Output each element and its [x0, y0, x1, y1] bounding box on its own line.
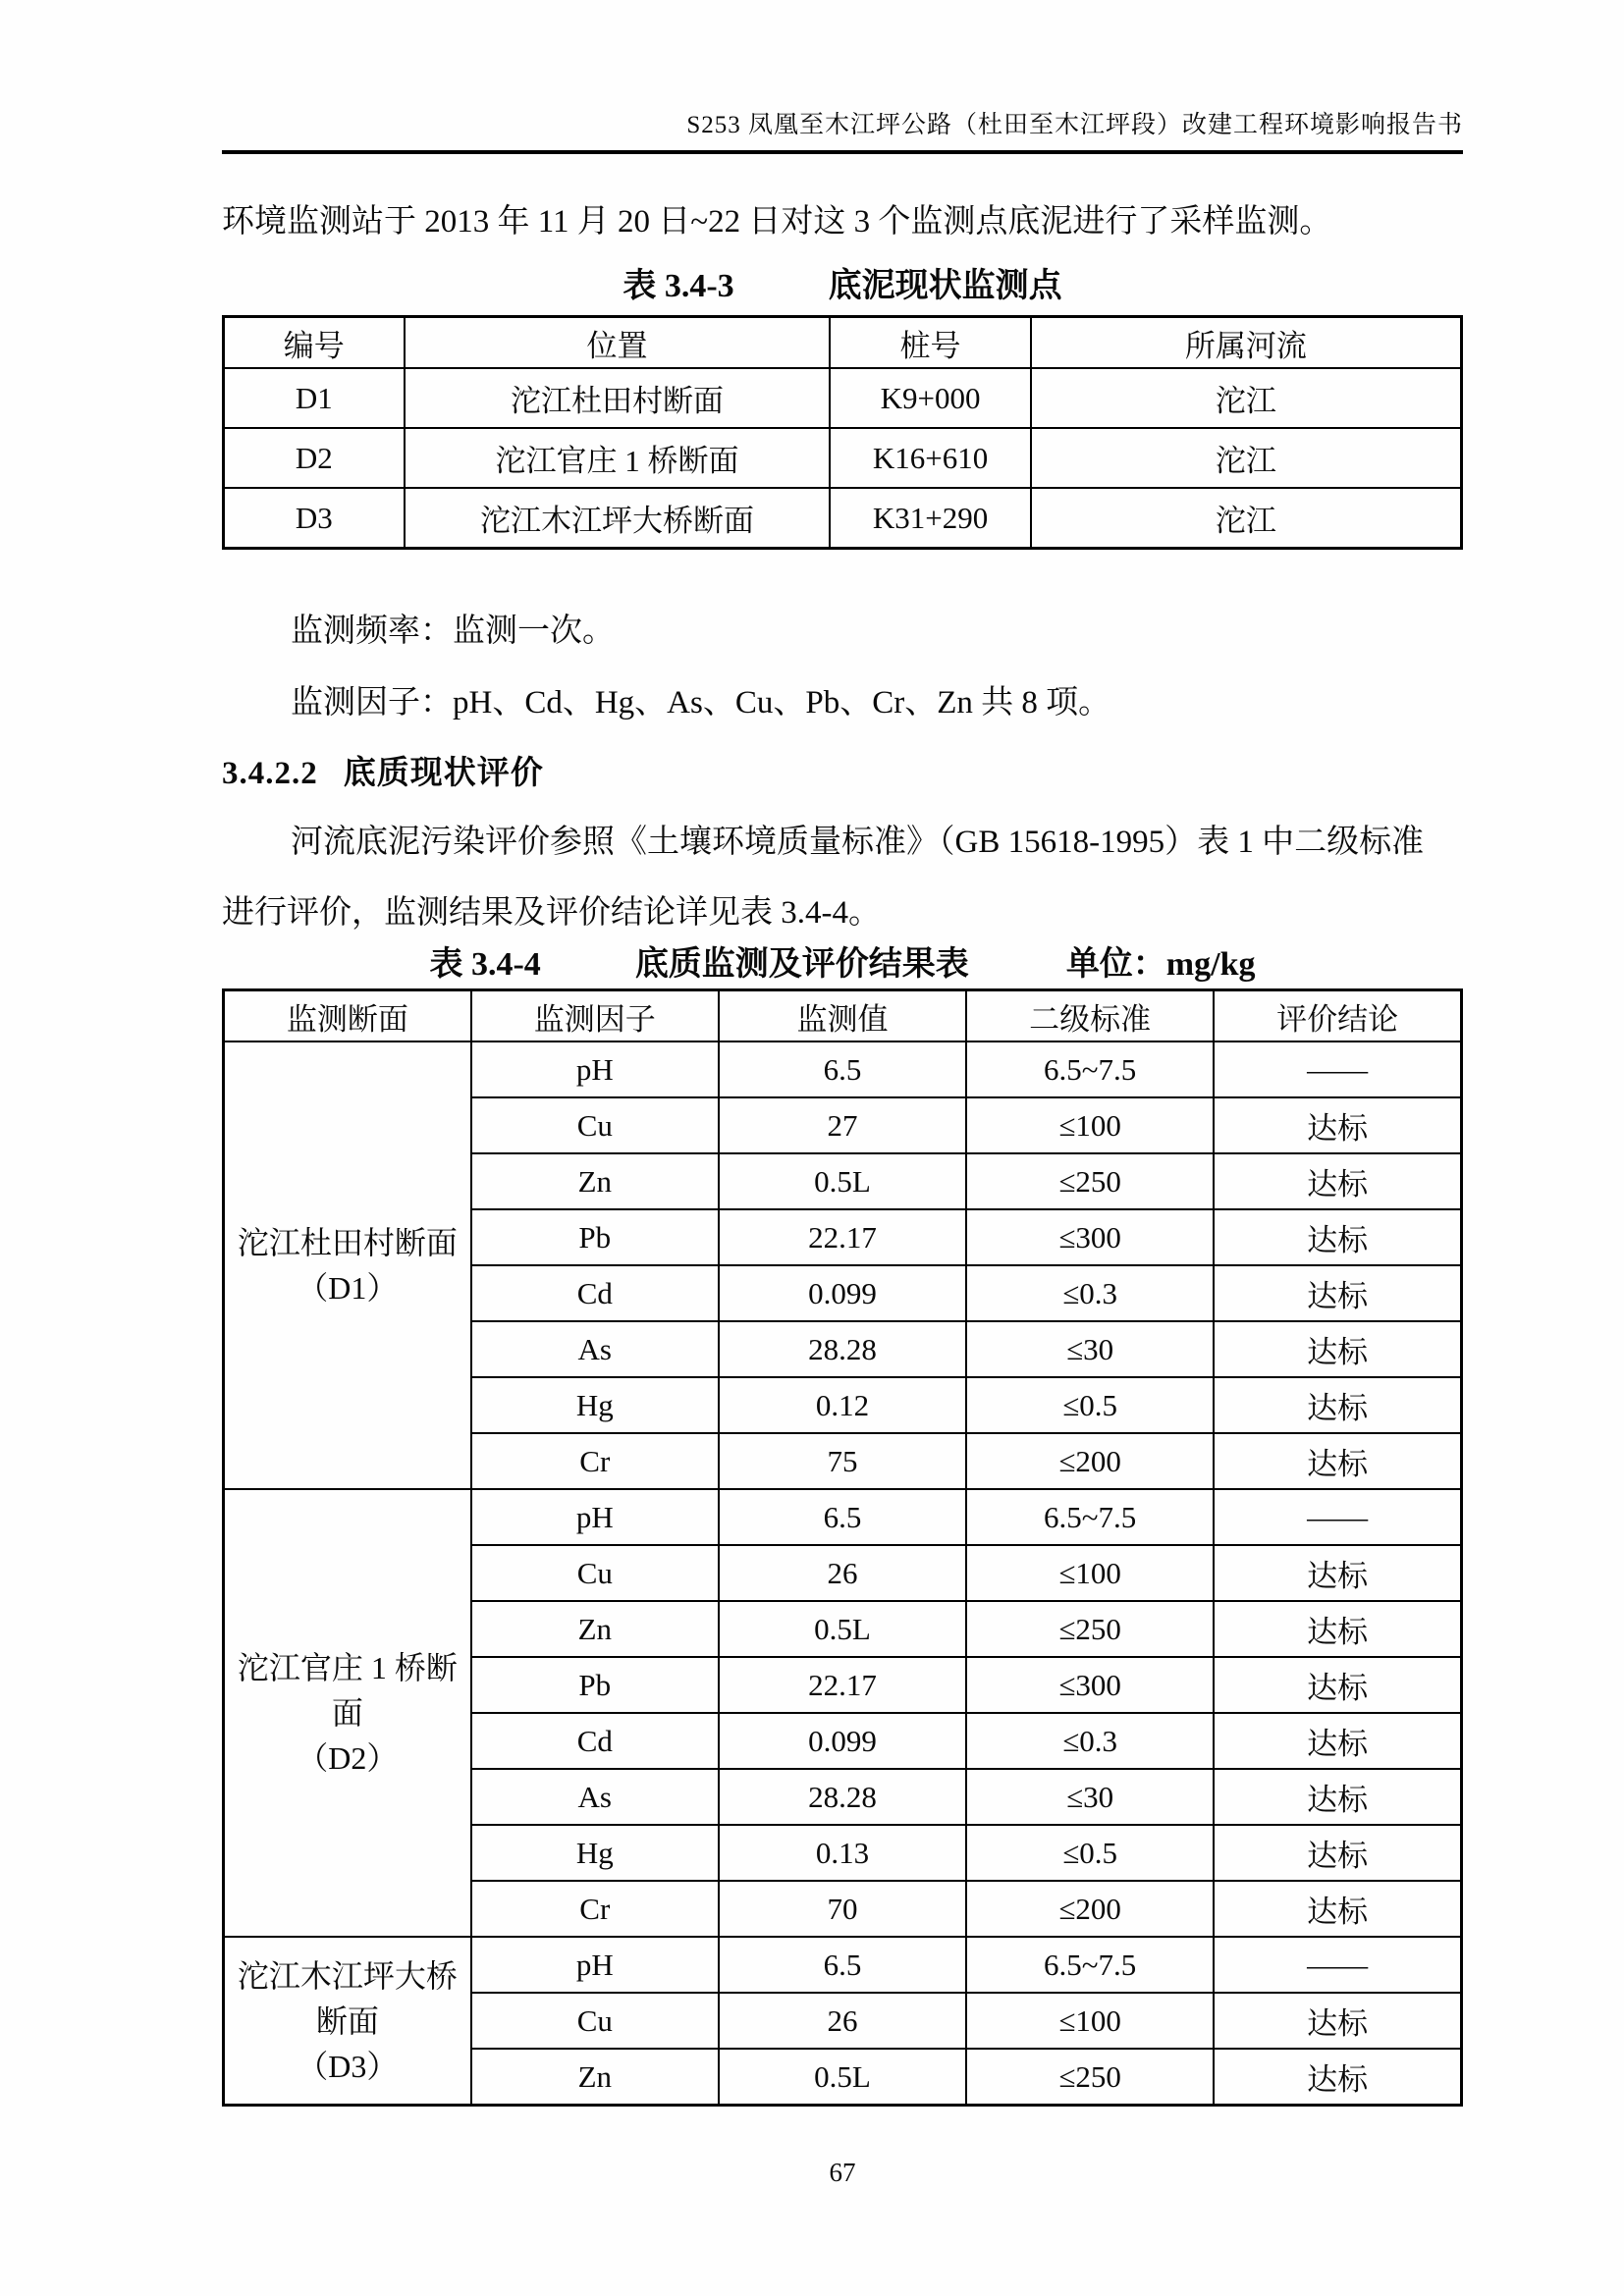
table-cell: —— — [1214, 1489, 1461, 1545]
table-cell: ≤200 — [966, 1881, 1214, 1937]
table-cell: 28.28 — [719, 1769, 966, 1825]
table-cell: Cr — [471, 1881, 719, 1937]
section-heading — [222, 752, 1463, 796]
table-cell: Hg — [471, 1825, 719, 1881]
table-header-row — [224, 990, 1462, 1042]
table-cell: pH — [471, 1489, 719, 1545]
column-header: 监测值 — [719, 990, 966, 1042]
frequency-paragraph: 监测频率：监测一次。 — [291, 614, 615, 649]
table-cell: 0.5L — [719, 2049, 966, 2106]
table-cell: K16+610 — [830, 428, 1030, 488]
table-cell: 0.12 — [719, 1377, 966, 1433]
table-cell: 0.5L — [719, 1601, 966, 1657]
table-cell: pH — [471, 1937, 719, 1993]
table1-caption — [222, 266, 1463, 307]
table-row — [224, 488, 1462, 549]
table-cell: ≤0.5 — [966, 1377, 1214, 1433]
table-cell: ≤100 — [966, 1097, 1214, 1153]
table-cell: Pb — [471, 1657, 719, 1713]
table-cell: ≤0.3 — [966, 1265, 1214, 1321]
table-cell: D3 — [224, 488, 405, 549]
section-name: 沱江官庄 1 桥断面 — [237, 1650, 458, 1731]
table-cell: 达标 — [1214, 1713, 1461, 1769]
monitoring-section-label — [224, 1041, 471, 1489]
table-cell: 26 — [719, 1993, 966, 2049]
monitoring-section-label — [224, 1489, 471, 1937]
table-cell: 0.5L — [719, 1153, 966, 1209]
table-cell: ≤30 — [966, 1321, 1214, 1377]
table-cell: ≤200 — [966, 1433, 1214, 1489]
table-cell: ≤250 — [966, 2049, 1214, 2106]
table-cell: K9+000 — [830, 368, 1030, 428]
table-cell: 达标 — [1214, 1377, 1461, 1433]
section-name: 沱江木江坪大桥断面 — [237, 1957, 458, 2039]
section-name: 沱江杜田村断面 — [237, 1225, 458, 1260]
table-cell: 达标 — [1214, 1825, 1461, 1881]
report-title: S253 凤凰至木江坪公路（杜田至木江坪段）改建工程环境影响报告书 — [686, 112, 1463, 138]
table-cell: 沱江 — [1031, 428, 1462, 488]
table-cell: —— — [1214, 1937, 1461, 1993]
column-header: 监测因子 — [471, 990, 719, 1042]
table-cell: Cu — [471, 1545, 719, 1601]
table-cell: 26 — [719, 1545, 966, 1601]
table-sediment-results — [222, 988, 1463, 2107]
table-row — [224, 1041, 1462, 1097]
factors-paragraph: 监测因子：pH、Cd、Hg、As、Cu、Pb、Cr、Zn 共 8 项。 — [291, 685, 1111, 721]
table-cell: 达标 — [1214, 1097, 1461, 1153]
table-cell: As — [471, 1321, 719, 1377]
table-cell: 达标 — [1214, 1209, 1461, 1265]
table-cell: 70 — [719, 1881, 966, 1937]
table-cell: 沱江木江坪大桥断面 — [405, 488, 831, 549]
table-cell: 达标 — [1214, 1153, 1461, 1209]
table-cell: 0.099 — [719, 1265, 966, 1321]
table-cell: D2 — [224, 428, 405, 488]
table-cell: 达标 — [1214, 1265, 1461, 1321]
table1-body — [224, 368, 1462, 549]
table2-caption-unit: 单位：mg/kg — [1065, 946, 1256, 983]
section-code: （D3） — [297, 2048, 399, 2084]
table-cell: 沱江杜田村断面 — [405, 368, 831, 428]
section-code: （D1） — [297, 1270, 399, 1306]
table-cell: Hg — [471, 1377, 719, 1433]
table-cell: 达标 — [1214, 1657, 1461, 1713]
table-cell: ≤300 — [966, 1209, 1214, 1265]
column-header: 评价结论 — [1214, 990, 1461, 1042]
table-cell: K31+290 — [830, 488, 1030, 549]
table-cell: Cd — [471, 1713, 719, 1769]
table1-caption-title: 底泥现状监测点 — [828, 268, 1062, 304]
table-cell: D1 — [224, 368, 405, 428]
table-sediment-monitoring-points — [222, 315, 1463, 550]
table-cell: 沱江官庄 1 桥断面 — [405, 428, 831, 488]
table-cell: 6.5~7.5 — [966, 1937, 1214, 1993]
evaluation-paragraph-line1: 河流底泥污染评价参照《土壤环境质量标准》（GB 15618-1995）表 1 中二级标准 — [291, 825, 1425, 860]
table-cell: 6.5 — [719, 1041, 966, 1097]
section-code: （D2） — [297, 1740, 399, 1776]
table2-caption-title: 底质监测及评价结果表 — [634, 946, 969, 983]
table-cell: 22.17 — [719, 1209, 966, 1265]
table-cell: 达标 — [1214, 1321, 1461, 1377]
table-row — [224, 1937, 1462, 1993]
table-row — [224, 368, 1462, 428]
table-cell: 沱江 — [1031, 368, 1462, 428]
table-cell: 6.5 — [719, 1489, 966, 1545]
table-cell: 6.5~7.5 — [966, 1489, 1214, 1545]
column-header: 位置 — [405, 317, 831, 369]
table-cell: 0.099 — [719, 1713, 966, 1769]
table-cell: 0.13 — [719, 1825, 966, 1881]
table-cell: 达标 — [1214, 1769, 1461, 1825]
column-header: 所属河流 — [1031, 317, 1462, 369]
table-cell: Zn — [471, 1601, 719, 1657]
table-cell: 6.5 — [719, 1937, 966, 1993]
table-cell: As — [471, 1769, 719, 1825]
column-header: 监测断面 — [224, 990, 471, 1042]
table-cell: Cu — [471, 1097, 719, 1153]
table-row — [224, 1489, 1462, 1545]
table-cell: 达标 — [1214, 1601, 1461, 1657]
table-cell: Cr — [471, 1433, 719, 1489]
table-cell: ≤100 — [966, 1545, 1214, 1601]
table-cell: 6.5~7.5 — [966, 1041, 1214, 1097]
table-cell: ≤250 — [966, 1601, 1214, 1657]
table-cell: 达标 — [1214, 1993, 1461, 2049]
table-cell: 达标 — [1214, 1881, 1461, 1937]
table-cell: 28.28 — [719, 1321, 966, 1377]
table-cell: 达标 — [1214, 2049, 1461, 2106]
table-cell: ≤30 — [966, 1769, 1214, 1825]
table-cell: 27 — [719, 1097, 966, 1153]
table-header-row — [224, 317, 1462, 369]
table-cell: Cd — [471, 1265, 719, 1321]
column-header: 二级标准 — [966, 990, 1214, 1042]
table-row — [224, 428, 1462, 488]
table-cell: 达标 — [1214, 1545, 1461, 1601]
column-header: 编号 — [224, 317, 405, 369]
table-cell: ≤100 — [966, 1993, 1214, 2049]
table-cell: 22.17 — [719, 1657, 966, 1713]
section-number: 3.4.2.2 — [222, 756, 318, 791]
table-cell: —— — [1214, 1041, 1461, 1097]
table-cell: ≤0.5 — [966, 1825, 1214, 1881]
evaluation-paragraph-line2: 进行评价，监测结果及评价结论详见表 3.4-4。 — [222, 895, 881, 931]
table-cell: ≤250 — [966, 1153, 1214, 1209]
table-cell: ≤0.3 — [966, 1713, 1214, 1769]
page-number: 67 — [829, 2158, 856, 2187]
table-cell: pH — [471, 1041, 719, 1097]
table-cell: Zn — [471, 2049, 719, 2106]
table2-caption-label: 表 3.4-4 — [429, 946, 541, 983]
table-cell: 75 — [719, 1433, 966, 1489]
table-cell: 沱江 — [1031, 488, 1462, 549]
running-header — [222, 110, 1463, 154]
table2-body — [224, 1041, 1462, 2106]
section-title: 底质现状评价 — [343, 756, 544, 791]
table-cell: Cu — [471, 1993, 719, 2049]
column-header: 桩号 — [830, 317, 1030, 369]
table-cell: Pb — [471, 1209, 719, 1265]
table-cell: ≤300 — [966, 1657, 1214, 1713]
table1-caption-label: 表 3.4-3 — [623, 268, 734, 304]
table-cell: Zn — [471, 1153, 719, 1209]
table-cell: 达标 — [1214, 1433, 1461, 1489]
intro-paragraph: 环境监测站于 2013 年 11 月 20 日~22 日对这 3 个监测点底泥进行了采样监测。 — [222, 204, 1332, 240]
monitoring-section-label — [224, 1937, 471, 2106]
table2-caption — [222, 944, 1463, 986]
